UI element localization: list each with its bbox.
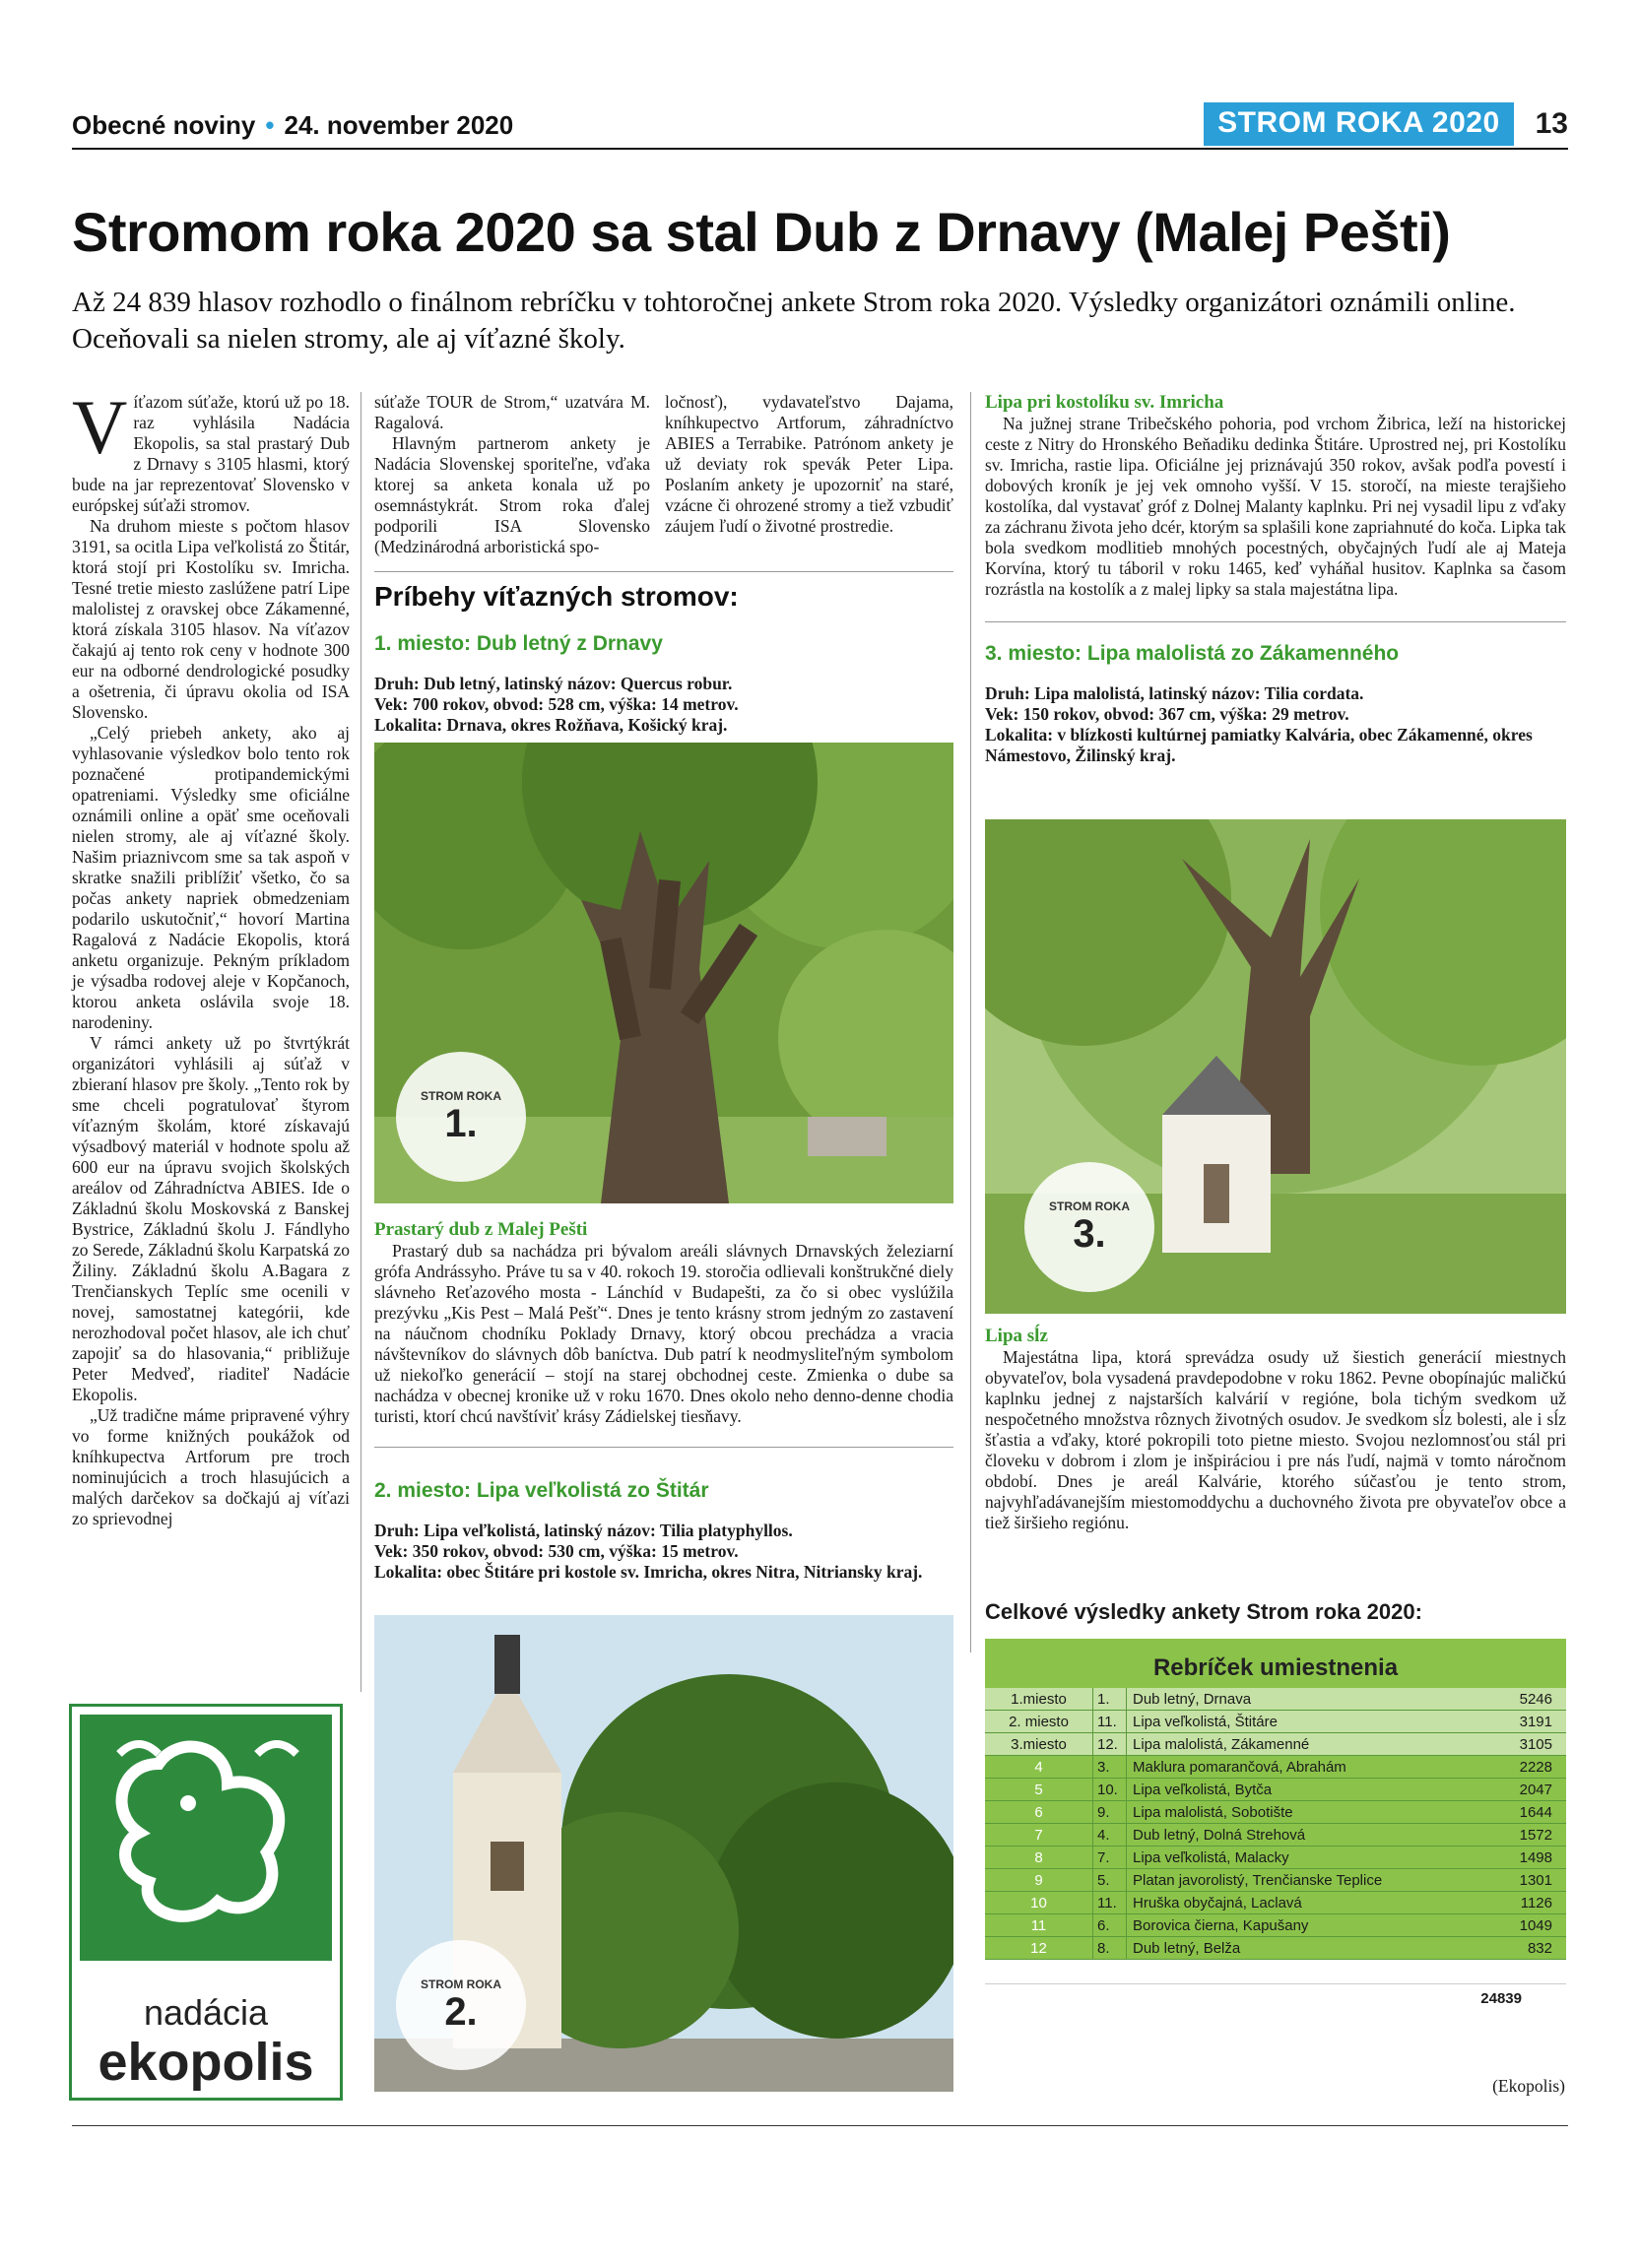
place3-photo bbox=[985, 819, 1566, 1314]
table-row bbox=[985, 1756, 1566, 1779]
badge-text: STROM ROKA bbox=[421, 1088, 501, 1103]
table-cell-tree: Platan javorolistý, Trenčianske Teplice bbox=[1133, 1872, 1383, 1889]
headline: Stromom roka 2020 sa stal Dub z Drnavy (Malej Pešti) bbox=[72, 201, 1451, 263]
table-cell-votes: 5246 bbox=[1519, 1691, 1552, 1708]
table-cell-tree: Dub letný, Drnava bbox=[1133, 1691, 1252, 1708]
place2-location: Lokalita: obec Štitáre pri kostole sv. Imricha, okres Nitra, Nitriansky kraj. bbox=[374, 1562, 923, 1582]
table-cell-place: 10 bbox=[985, 1892, 1093, 1913]
place3-title: 3. miesto: Lipa malolistá zo Zákamenného bbox=[985, 642, 1400, 665]
bird-hand-icon bbox=[80, 1715, 332, 1961]
table-empty-row bbox=[985, 1960, 1566, 1984]
results-table-title: Rebríček umiestnenia bbox=[985, 1639, 1566, 1688]
table-cell-place: 2. miesto bbox=[985, 1711, 1093, 1732]
drop-cap: V bbox=[72, 384, 128, 470]
paragraph: V rámci ankety už po štvrtýkrát organizátori vyhlásili aj súťaž v zbieraní hlasov pre školy. „Tento rok by sme chceli pogratulovať štyrom víťazným školám, ktoré získavajú výsadbový materiál v hodnote spolu až 600 eur na úpravu svojich školských areálov od Záhradníctva ABIES. Ide o Základnú školu Moskovská z Banskej Bystrice, Základnú školu J. Fándlyho zo Serede, Základnú školu Karpatská zo Žiliny. Základnú školu A.Bagara z Trenčianskych Teplíc sme ocenili v novej, samostatnej kategórii, kde nerozhodoval počet hlasov, ale ich chuť zapojiť sa do hlasovania,“ približuje Peter Medveď, riaditeľ Nadácie Ekopolis. bbox=[72, 1033, 350, 1404]
place1-text bbox=[374, 1241, 953, 1427]
table-cell-tree: Lipa veľkolistá, Bytča bbox=[1133, 1782, 1273, 1798]
table-cell-place: 4 bbox=[985, 1756, 1093, 1778]
paragraph: Majestátna lipa, ktorá sprevádza osudy už šiestich generácií miestnych obyvateľov, bola vysadená pravdepodobne v roku 1862. Pevne obopínajúc maličkú kaplnku jednej z najstarších kalvárií v regióne, bola tichým svedkom už nespočetného množstva rôznych životných osudov. Je svedkom sĺz bolesti, ale i sĺz šťastia a vďaky, ktoré pokropili toto pietne miesto. Svojou nezlomnosťou stál pri človeku v dobrom i zlom je inšpiráciou i pre nás ľudí, najmä v tomto náročnom období. Dnes je areál Kalvárie, ktorého súčasťou je tento strom, najvyhľadávanejším miestomoddychu a duchovného života pre obyvateľov obce a tiež širšieho regiónu. bbox=[985, 1347, 1566, 1532]
article-column-3 bbox=[665, 392, 953, 537]
paragraph: Na južnej strane Tribečského pohoria, pod vrchom Žibrica, leží na historickej ceste z Nitry do Hronského Beňadiku dedinka Štitáre. Uprostred nej, pri Kostolíku sv. Imricha, rastie lipa. Oficiálne jej priznávajú 350 rokov, avšak podľa povestí i dobových kroník je jej vek omnoho vyšší. V 15. storočí, na mieste terajšieho kostolíka, dal vystavať gróf z Dolnej Malanty kaplnku. Pri nej vysadil lipu z vďaky za záchranu života jeho dcér, ktorým sa splašili kone zapriahnuté do koča. Lipka tak bola svedkom modlitieb mnohých pocestných, obyčajných ľudí ale aj Mateja Korvína, ktorý tu táboril v roku 1465, keď vyháňal husitov. Kaplnka sa časom rozrástla na kostolík a z malej lipky sa stala majestátna lipa. bbox=[985, 414, 1566, 599]
table-cell-number: 8. bbox=[1093, 1937, 1127, 1959]
table-cell-votes: 1572 bbox=[1519, 1827, 1552, 1844]
table-cell-tree: Dub letný, Dolná Strehová bbox=[1133, 1827, 1306, 1844]
table-cell-votes: 832 bbox=[1527, 1940, 1552, 1957]
paragraph: súťaže TOUR de Strom,“ uzatvára M. Ragalová. bbox=[374, 392, 650, 432]
place3-story bbox=[985, 1326, 1566, 1533]
paragraph: Prastarý dub sa nachádza pri bývalom areáli slávnych Drnavských železiarní grófa Andrássyho. Práve tu sa v 40. rokoch 19. storočia odlievali konštrukčné diely slávneho Reťazového mosta - Lánchíd v Budapešti, za čo si obec vyslúžila prezývku „Kis Pest – Malá Pešť“. Dnes je tento krásny strom jedným zo zastavení na náučnom chodníku Poklady Drnavy, ktorý obcou prechádza a vracia návštevníkov do slávnych dôb baníctva. Dub patrí k neodmysliteľným symbolom už niekoľko generácií – stojí na starej obchodnej ceste. Zmienka o dube sa nachádza v obecnej kronike už v roku 1670. Dnes okolo neho denno-denne chodia turisti, ktorí chcú navštíviť krásy Zádielskej tiesňavy. bbox=[374, 1241, 953, 1426]
place1-subtitle: Prastarý dub z Malej Pešti bbox=[374, 1219, 588, 1240]
table-cell-tree: Lipa malolistá, Zákamenné bbox=[1133, 1736, 1310, 1753]
badge-number: 2. bbox=[444, 1989, 478, 2034]
place2-age: Vek: 350 rokov, obvod: 530 cm, výška: 15 metrov. bbox=[374, 1541, 739, 1561]
place3-species: Druh: Lipa malolistá, latinský názov: Tilia cordata. bbox=[985, 683, 1364, 703]
table-row bbox=[985, 1869, 1566, 1892]
badge-number: 1. bbox=[444, 1101, 478, 1145]
table-cell-number: 11. bbox=[1093, 1892, 1127, 1913]
header-rule bbox=[72, 148, 1568, 150]
table-cell-number: 11. bbox=[1093, 1711, 1127, 1732]
masthead bbox=[72, 110, 513, 141]
place1-block bbox=[374, 632, 953, 736]
strom-roka-badge bbox=[1024, 1162, 1154, 1292]
paragraph: Na druhom mieste s počtom hlasov 3191, sa ocitla Lipa veľkolistá zo Štitár, ktorá stojí pri Kostolíku sv. Imricha. Tesné tretie miesto zaslúžene patrí Lipe malolistej z oravskej obce Zákamenné, ktorá získala 3105 hlasov. Na víťazov čakajú aj tento rok ceny v hodnote 300 eur na odborné dendrologické posudky a ošetrenia, či úpravu okolia od ISA Slovensko. bbox=[72, 516, 350, 722]
table-row bbox=[985, 1892, 1566, 1914]
place3-age: Vek: 150 rokov, obvod: 367 cm, výška: 29 metrov. bbox=[985, 704, 1349, 724]
section-rule bbox=[374, 571, 953, 572]
place2-photo bbox=[374, 1615, 953, 2092]
table-cell-number: 6. bbox=[1093, 1914, 1127, 1936]
table-row bbox=[985, 1937, 1566, 1960]
lead-paragraph: Až 24 839 hlasov rozhodlo o finálnom rebríčku v tohtoročnej ankete Strom roka 2020. Výsledky organizátori oznámili online. Oceňovali sa nielen stromy, ale aj víťazné školy. bbox=[72, 287, 1516, 355]
table-row bbox=[985, 1847, 1566, 1869]
paragraph bbox=[72, 384, 350, 516]
table-cell-votes: 1498 bbox=[1519, 1849, 1552, 1866]
table-cell-number: 12. bbox=[1093, 1733, 1127, 1755]
results-table bbox=[985, 1639, 1566, 2014]
article-column-4 bbox=[985, 392, 1566, 766]
place2-text bbox=[985, 414, 1566, 600]
table-cell-votes: 2047 bbox=[1519, 1782, 1552, 1798]
table-cell-place: 5 bbox=[985, 1779, 1093, 1800]
results-total: 24839 bbox=[1480, 1990, 1522, 2007]
table-cell-tree: Lipa malolistá, Sobotište bbox=[1133, 1804, 1293, 1821]
separator-dot: • bbox=[265, 110, 275, 140]
place1-photo bbox=[374, 743, 953, 1203]
table-row bbox=[985, 1733, 1566, 1756]
issue-date: 24. november 2020 bbox=[284, 110, 514, 140]
table-cell-tree: Dub letný, Belža bbox=[1133, 1940, 1241, 1957]
table-cell-number: 5. bbox=[1093, 1869, 1127, 1891]
page-bottom-rule bbox=[72, 2125, 1568, 2126]
table-cell-place: 9 bbox=[985, 1869, 1093, 1891]
article-column-2 bbox=[374, 392, 650, 557]
table-cell-votes: 1126 bbox=[1520, 1895, 1552, 1912]
paragraph-text: íťazom súťaže, ktorú už po 18. raz vyhlásila Nadácia Ekopolis, sa stal prastarý Dub z Drnavy s 3105 hlasmi, ktorý bude na jar reprezentovať Slovensko v európskej súťaži stromov. bbox=[72, 392, 350, 515]
strom-roka-badge bbox=[396, 1940, 526, 2070]
place2-title: 2. miesto: Lipa veľkolistá zo Štitár bbox=[374, 1479, 709, 1502]
place2-subtitle: Lipa pri kostolíku sv. Imricha bbox=[985, 392, 1224, 413]
paragraph: Hlavným partnerom ankety je Nadácia Slovenskej sporiteľne, vďaka ktorej sa anketa konala už po osemnástykrát. Strom roka ďalej podporili ISA Slovensko (Medzinárodná arboristická spo- bbox=[374, 433, 650, 556]
place3-subtitle: Lipa sĺz bbox=[985, 1326, 1048, 1346]
place1-title: 1. miesto: Dub letný z Drnavy bbox=[374, 632, 663, 655]
table-cell-votes: 1049 bbox=[1519, 1917, 1552, 1934]
badge-text: STROM ROKA bbox=[421, 1976, 501, 1991]
table-cell-number: 4. bbox=[1093, 1824, 1127, 1846]
table-cell-number: 3. bbox=[1093, 1756, 1127, 1778]
table-cell-place: 7 bbox=[985, 1824, 1093, 1846]
badge-number: 3. bbox=[1073, 1211, 1106, 1256]
logo-text-nadacia: nadácia bbox=[143, 1992, 269, 2033]
place2-block bbox=[374, 1479, 953, 1583]
table-cell-number: 9. bbox=[1093, 1801, 1127, 1823]
table-cell-place: 1.miesto bbox=[985, 1688, 1093, 1710]
table-row bbox=[985, 1914, 1566, 1937]
table-row bbox=[985, 1711, 1566, 1733]
paragraph: „Už tradične máme pripravené výhry vo forme knižných poukážok od kníhkupectva Artforum pre troch nominujúcich a troch hlasujúcich a malých darčekov sa dočkajú aj víťazi zo sprievodnej bbox=[72, 1405, 350, 1528]
results-heading: Celkové výsledky ankety Strom roka 2020: bbox=[985, 1599, 1422, 1624]
table-cell-number: 10. bbox=[1093, 1779, 1127, 1800]
place2-species: Druh: Lipa veľkolistá, latinský názov: Tilia platyphyllos. bbox=[374, 1521, 793, 1540]
table-cell-tree: Maklura pomarančová, Abrahám bbox=[1133, 1759, 1346, 1776]
section-rule bbox=[985, 621, 1566, 622]
table-cell-votes: 3191 bbox=[1519, 1714, 1552, 1730]
paragraph: „Celý priebeh ankety, ako aj vyhlasovanie výsledkov bolo tento rok poznačené protipandemickými opatreniami. Výsledky sme oficiálne oznámili online a opäť sme oceňovali nielen stromy, ale aj víťazné školy. Našim priaznivcom sme sa tak aspoň v skratke snažili priblížiť všetko, čo sa počas ankety napriek obmedzeniam podarilo uskutočniť,“ hovorí Martina Ragalová z Nadácie Ekopolis, ktorá anketu organizuje. Pekným príkladom je výsadba rodovej aleje v Kopčanoch, ktorou anketa oslávila svoje 18. narodeniny. bbox=[72, 723, 350, 1032]
table-cell-place: 11 bbox=[985, 1914, 1093, 1936]
table-cell-votes: 3105 bbox=[1519, 1736, 1552, 1753]
table-row bbox=[985, 1824, 1566, 1847]
table-cell-tree: Lipa veľkolistá, Malacky bbox=[1133, 1849, 1289, 1866]
page-number: 13 bbox=[1535, 107, 1568, 140]
section-rule bbox=[374, 1447, 953, 1448]
table-cell-place: 8 bbox=[985, 1847, 1093, 1868]
logo-text-ekopolis: ekopolis bbox=[98, 2033, 314, 2092]
place1-location: Lokalita: Drnava, okres Rožňava, Košický kraj. bbox=[374, 715, 728, 735]
table-cell-place: 3.miesto bbox=[985, 1733, 1093, 1755]
place1-age: Vek: 700 rokov, obvod: 528 cm, výška: 14 metrov. bbox=[374, 694, 739, 714]
results-table-body bbox=[985, 1688, 1566, 1960]
table-row bbox=[985, 1779, 1566, 1801]
table-cell-place: 6 bbox=[985, 1801, 1093, 1823]
ekopolis-logo bbox=[69, 1704, 343, 2101]
strom-roka-badge bbox=[396, 1052, 526, 1182]
table-cell-votes: 2228 bbox=[1519, 1759, 1552, 1776]
table-cell-number: 7. bbox=[1093, 1847, 1127, 1868]
table-cell-number: 1. bbox=[1093, 1688, 1127, 1710]
logo-graphic bbox=[80, 1715, 332, 1961]
place3-location: Lokalita: v blízkosti kultúrnej pamiatky Kalvária, obec Zákamenné, okres Námestovo, Žilinský kraj. bbox=[985, 725, 1533, 765]
stories-heading: Príbehy víťazných stromov: bbox=[374, 581, 739, 612]
table-row bbox=[985, 1688, 1566, 1711]
table-cell-place: 12 bbox=[985, 1937, 1093, 1959]
paragraph: ločnosť), vydavateľstvo Dajama, kníhkupectvo Artforum, záhradníctvo ABIES a Terrabike. Patrónom ankety je už deviaty rok spevák Peter Lipa. Poslaním ankety je upozorniť na staré, vzácne či ohrozené stromy a tiež vzbudiť záujem ľudí o životné prostredie. bbox=[665, 392, 953, 536]
photo-credit: (Ekopolis) bbox=[1492, 2076, 1565, 2096]
table-row bbox=[985, 1801, 1566, 1824]
table-cell-tree: Hruška obyčajná, Laclavá bbox=[1133, 1895, 1302, 1912]
place3-text bbox=[985, 1347, 1566, 1533]
place1-species: Druh: Dub letný, latinský názov: Quercus robur. bbox=[374, 674, 733, 693]
badge-text: STROM ROKA bbox=[1049, 1199, 1130, 1213]
article-column-1 bbox=[72, 384, 350, 1529]
table-cell-tree: Borovica čierna, Kapušany bbox=[1133, 1917, 1309, 1934]
header-right bbox=[1204, 102, 1568, 146]
table-cell-votes: 1644 bbox=[1519, 1804, 1552, 1821]
table-cell-votes: 1301 bbox=[1519, 1872, 1552, 1889]
section-badge: STROM ROKA 2020 bbox=[1204, 102, 1513, 146]
table-cell-tree: Lipa veľkolistá, Štitáre bbox=[1133, 1714, 1278, 1730]
column-divider bbox=[970, 392, 971, 1652]
paper-name: Obecné noviny bbox=[72, 110, 256, 140]
place1-story bbox=[374, 1219, 953, 1448]
